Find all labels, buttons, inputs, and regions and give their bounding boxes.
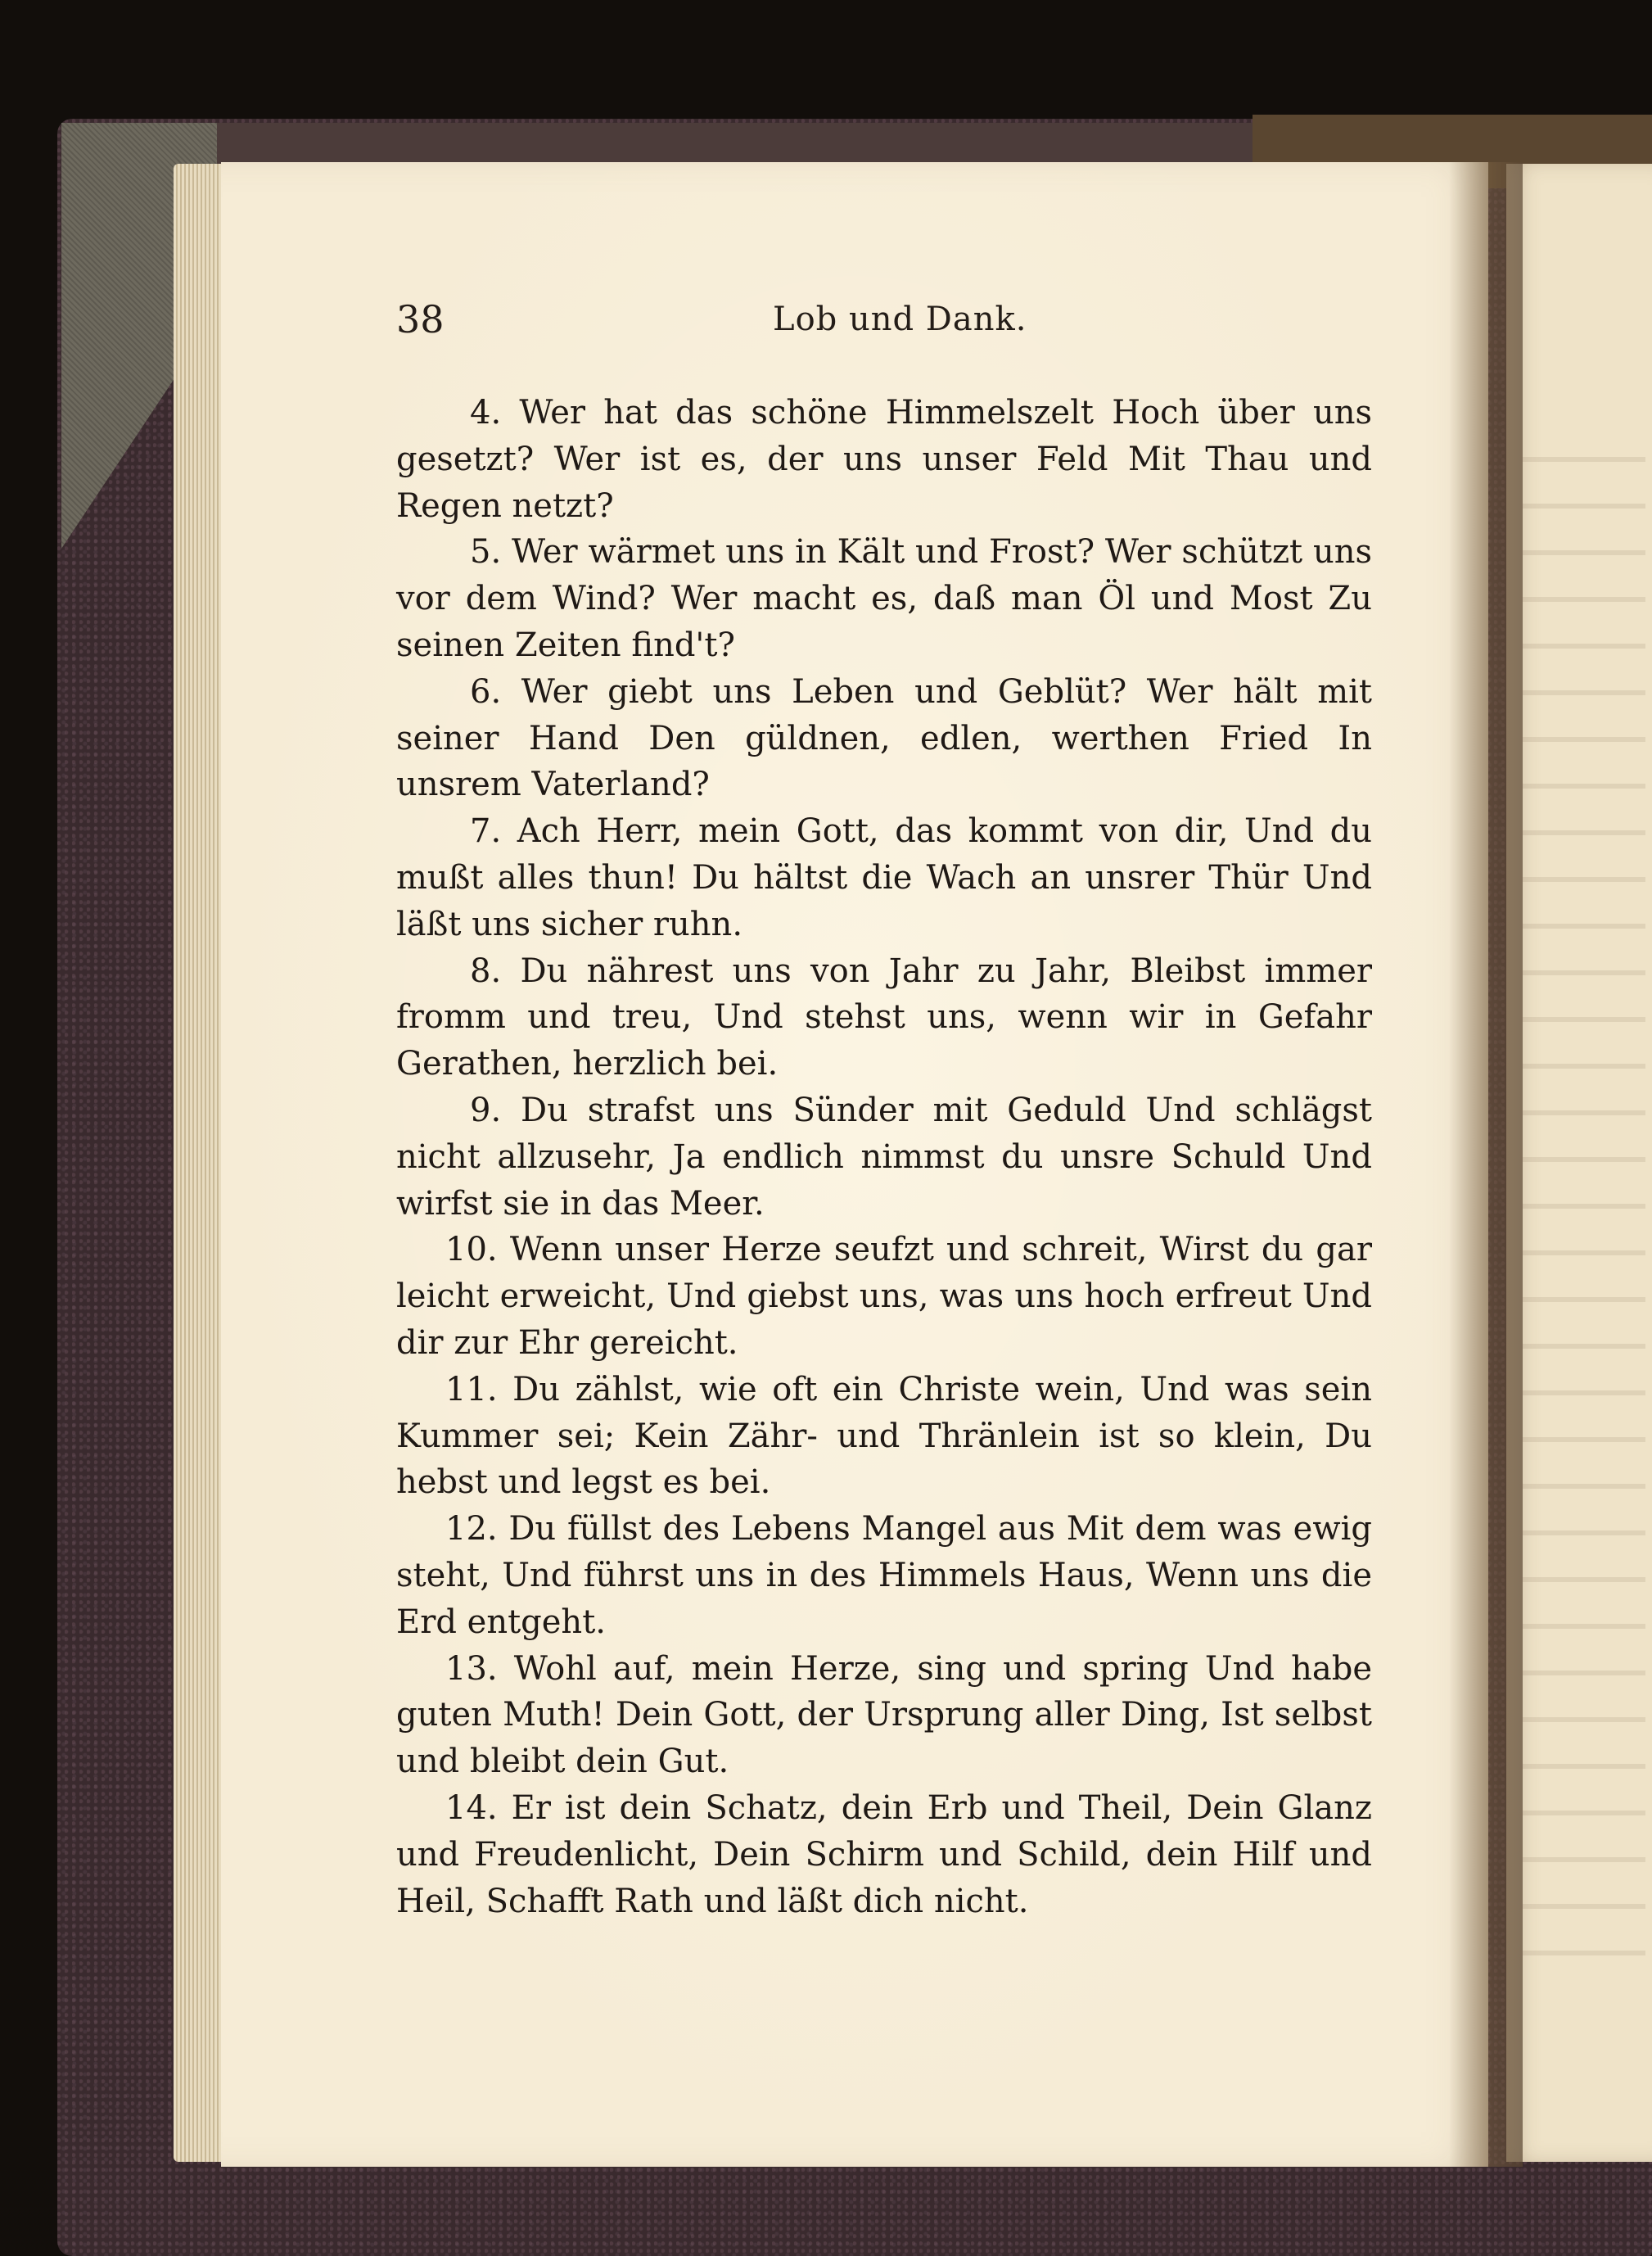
- page-number: 38: [396, 297, 445, 341]
- hymn-text: [396, 390, 1372, 1924]
- verse-12: 12. Du füllst des Lebens Mangel aus Mit dem was ewig steht, Und führst uns in des Himmels Haus, Wenn uns die Erd entgeht.: [396, 1510, 1372, 1641]
- right-page-show-through: [1523, 426, 1645, 1982]
- verse-11: 11. Du zählst, wie oft ein Christe wein, Und was sein Kummer sei; Kein Zähr- und Thränlein ist so klein, Du hebst und legst es bei.: [396, 1370, 1372, 1502]
- running-head: Lob und Dank.: [773, 301, 1027, 338]
- verse-7: 7. Ach Herr, mein Gott, das kommt von dir, Und du mußt alles thun! Du hältst die Wach an unsrer Thür Und läßt uns sicher ruhn.: [396, 812, 1372, 943]
- verse-5: 5. Wer wärmet uns in Kält und Frost? Wer schützt uns vor dem Wind? Wer macht es, daß man Öl und Most Zu seinen Zeiten find't?: [396, 533, 1372, 664]
- verse-10: 10. Wenn unser Herze seufzt und schreit, Wirst du gar leicht erweicht, Und giebst uns, was uns hoch erfreut Und dir zur Ehr gereicht.: [396, 1231, 1372, 1362]
- page-gutter: [1449, 162, 1523, 2167]
- verse-14: 14. Er ist dein Schatz, dein Erb und Theil, Dein Glanz und Freudenlicht, Dein Schirm und Schild, dein Hilf und Heil, Schafft Rath und läßt dich nicht.: [396, 1788, 1372, 1920]
- verse-13: 13. Wohl auf, mein Herze, sing und spring Und habe guten Muth! Dein Gott, der Ursprung aller Ding, Ist selbst und bleibt dein Gut.: [396, 1649, 1372, 1781]
- verse-8: 8. Du nährest uns von Jahr zu Jahr, Bleibst immer fromm und treu, Und stehst uns, wenn wir in Gefahr Gerathen, herzlich bei.: [396, 952, 1372, 1083]
- verse-9: 9. Du strafst uns Sünder mit Geduld Und schlägst nicht allzusehr, Ja endlich nimmst du unsre Schuld Und wirfst sie in das Meer.: [396, 1091, 1372, 1223]
- verse-6: 6. Wer giebt uns Leben und Geblüt? Wer hält mit seiner Hand Den güldnen, edlen, werthen Fried In unsrem Vaterland?: [396, 672, 1372, 804]
- verse-4: 4. Wer hat das schöne Himmelszelt Hoch über uns gesetzt? Wer ist es, der uns unser Feld Mit Thau und Regen netzt?: [396, 394, 1372, 525]
- page-header: [396, 291, 1411, 348]
